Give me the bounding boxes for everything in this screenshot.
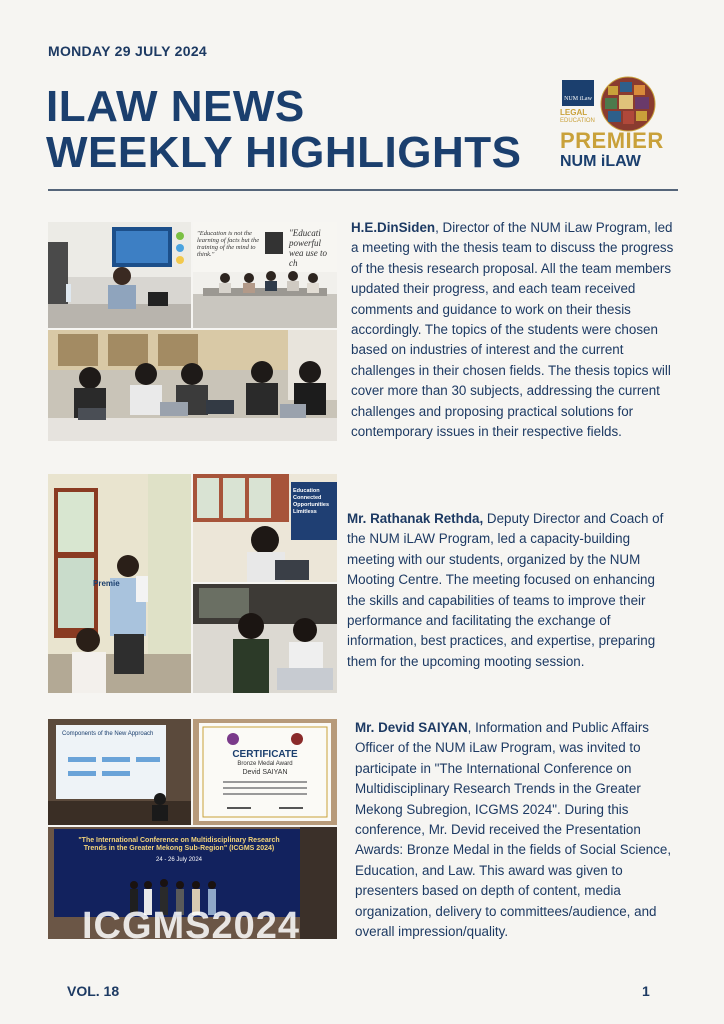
- globe-mosaic-icon: [600, 76, 656, 132]
- education-banner-text: Education Connected Opportunities Limitless: [293, 488, 330, 515]
- date-line: MONDAY 29 JULY 2024: [48, 43, 208, 59]
- photo-meeting-lead: [48, 222, 191, 328]
- article-3-body: , Information and Public Affairs Officer of the NUM iLaw Program, was invited to participate in "The International Conference on Multidisciplinary Research Trends in the Greater Mekong Subregion, ICGMS 2024". During this conference, Mr. Devid received the Presentation Awards: Bronze Medal in the fields of Social Science, Education, and Law. This award was given to presenters based on depth of content, media organization, delivery to committees/audience, and overall impression/quality.: [355, 720, 672, 940]
- photo-conference-group: [48, 827, 337, 939]
- slide-title-text: Components of the New Approach: [62, 731, 154, 737]
- article-3-lead: Mr. Devid SAIYAN: [355, 720, 468, 735]
- article-2-lead: Mr. Rathanak Rethda,: [347, 511, 484, 526]
- num-ilaw-badge: NUM iLaw: [562, 80, 594, 106]
- volume-number: VOL. 18: [67, 983, 120, 999]
- article-1-lead: H.E.DinSiden: [351, 220, 436, 235]
- article-1-body: , Director of the NUM iLaw Program, led a meeting with the thesis team to discuss the progress of the thesis research proposal. All the team members updated their progress, and each team received comments and guidance to work on their thesis accordingly. The topics of the students were chosen based on industries of interest and the current challenges in their chosen fields. The thesis topics will cover more than 30 subjects, addressing the current challenges and proposing practical solutions for contemporary issues in their respective fields.: [351, 220, 674, 440]
- page-number: 1: [642, 983, 650, 999]
- photo-certificate: [193, 719, 337, 825]
- header-divider: [48, 189, 678, 191]
- article-2-text: [347, 509, 677, 672]
- article-1-text: [351, 218, 679, 442]
- classroom-quote-right-text: "Educati powerful wea use to ch: [289, 228, 327, 268]
- photo-student-laptop: [193, 474, 337, 582]
- logo-premier-text: PREMIER: [560, 128, 664, 153]
- title-line-2: WEEKLY HIGHLIGHTS: [46, 128, 522, 177]
- photo-presentation-slide: [48, 719, 191, 825]
- conference-dates-text: 24 - 26 July 2024: [155, 857, 203, 863]
- article-2-body: Deputy Director and Coach of the NUM iLAW Program, led a capacity-building meeting with our students, organized by the NUM Mooting Centre. The meeting focused on enhancing the skills and capabilities of teams to improve their performance and facilitating the exchange of information, best practices, and expertise, preparing them for the upcoming mooting session.: [347, 511, 664, 669]
- icgms-logo-text: ICGMS2024: [81, 905, 301, 939]
- premier-banner-text: Premie: [93, 579, 120, 588]
- photo-classroom-wide: [193, 222, 337, 328]
- photo-coach-standing: [48, 474, 191, 693]
- article-3-text: [355, 718, 677, 942]
- classroom-quote-text: "Education is not the learning of facts but the training of the mind to think.": [197, 230, 260, 258]
- photo-two-students: [193, 584, 337, 693]
- certificate-title-text: CERTIFICATE: [232, 749, 298, 760]
- page-title: [46, 84, 521, 176]
- photo-thesis-team: [48, 330, 337, 441]
- logo-legal-text: LEGAL: [560, 108, 588, 117]
- title-line-1: ILAW NEWS: [46, 82, 305, 131]
- certificate-name-text: Devid SAIYAN: [242, 769, 288, 776]
- logo-education-text: EDUCATION: [560, 118, 595, 124]
- premier-logo: [558, 76, 678, 176]
- logo-num-ilaw-text: NUM iLAW: [560, 153, 641, 170]
- certificate-award-text: Bronze Medal Award: [237, 761, 293, 767]
- conference-title-text: "The International Conference on Multidisciplinary Research Trends in the Greater Mekong Sub-Region" (ICGMS 2024): [78, 837, 280, 852]
